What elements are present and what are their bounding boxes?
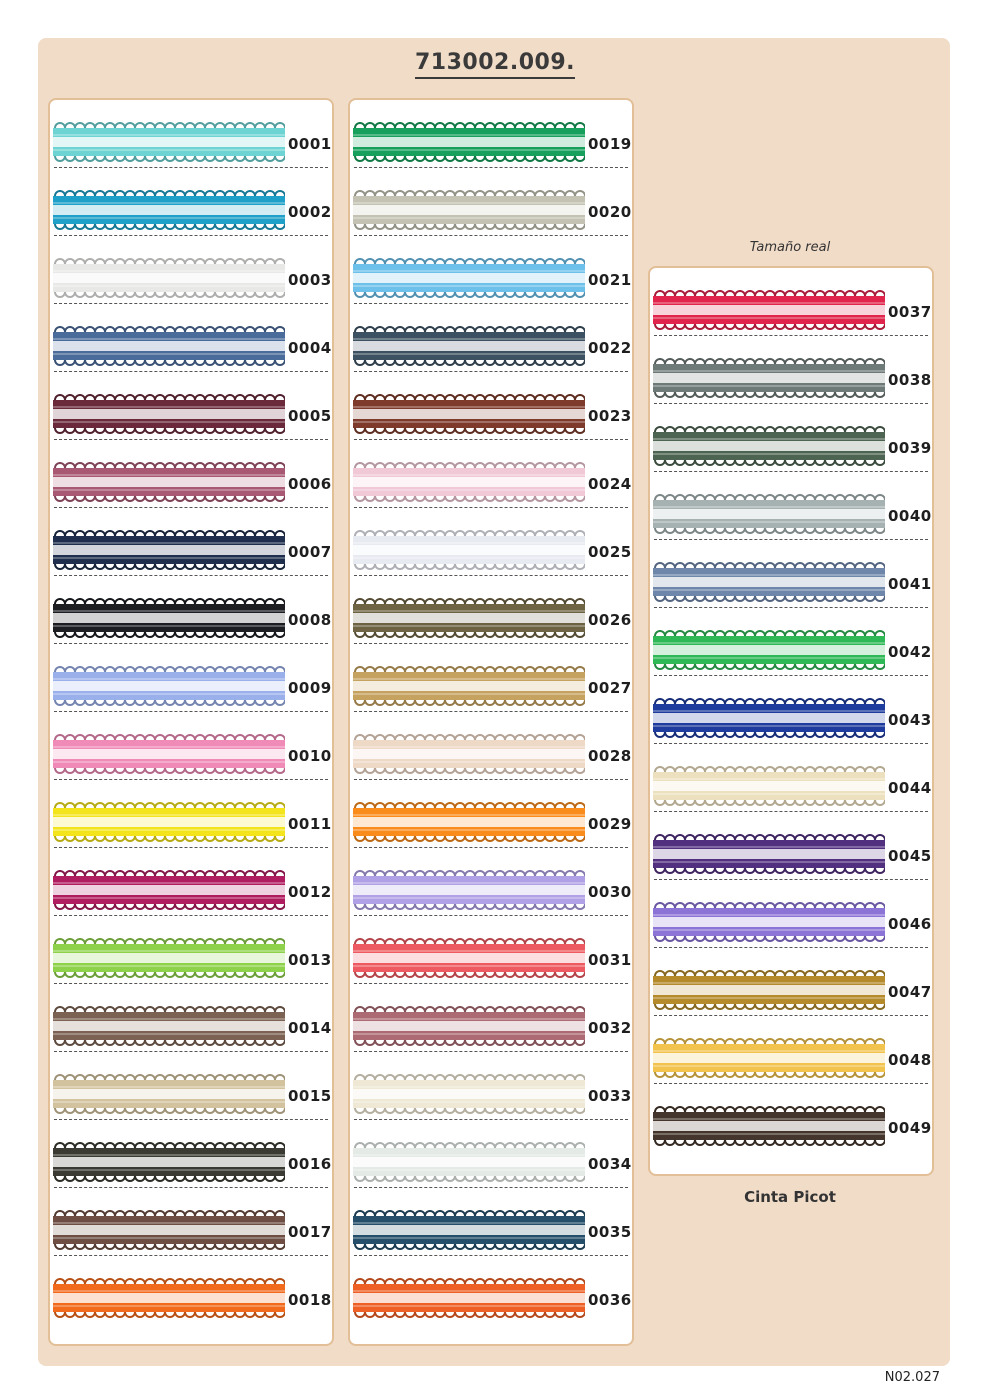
ribbon-swatch <box>53 802 285 842</box>
swatch-row <box>650 268 932 336</box>
color-code: 0016 <box>288 1155 332 1173</box>
color-code: 0021 <box>588 271 632 289</box>
swatch-row <box>650 1084 932 1152</box>
ribbon-swatch <box>53 1210 285 1250</box>
ribbon-swatch <box>653 698 885 738</box>
ribbon-swatch <box>653 358 885 398</box>
swatch-column-3 <box>648 266 934 1176</box>
swatch-row <box>350 236 632 304</box>
swatch-row <box>650 472 932 540</box>
swatch-row <box>350 780 632 848</box>
color-code: 0013 <box>288 951 332 969</box>
color-code: 0041 <box>888 575 932 593</box>
color-code: 0015 <box>288 1087 332 1105</box>
swatch-row <box>350 100 632 168</box>
ribbon-swatch <box>53 530 285 570</box>
color-code: 0037 <box>888 303 932 321</box>
ribbon-swatch <box>353 802 585 842</box>
ribbon-swatch <box>653 766 885 806</box>
color-code: 0006 <box>288 475 332 493</box>
ribbon-swatch <box>653 902 885 942</box>
color-code: 0029 <box>588 815 632 833</box>
color-code: 0014 <box>288 1019 332 1037</box>
color-code: 0031 <box>588 951 632 969</box>
ribbon-swatch <box>353 326 585 366</box>
product-name-caption: Cinta Picot <box>744 1188 836 1206</box>
swatch-row <box>650 540 932 608</box>
swatch-row <box>350 1120 632 1188</box>
ribbon-swatch <box>353 870 585 910</box>
swatch-row <box>50 440 332 508</box>
page-code: N02.027 <box>884 1370 940 1385</box>
swatch-row <box>50 984 332 1052</box>
swatch-row <box>350 508 632 576</box>
ribbon-swatch <box>353 190 585 230</box>
swatch-row <box>650 676 932 744</box>
ribbon-swatch <box>353 1278 585 1318</box>
ribbon-swatch <box>353 734 585 774</box>
ribbon-swatch <box>53 598 285 638</box>
swatch-row <box>350 372 632 440</box>
swatch-row <box>350 848 632 916</box>
swatch-row <box>350 1256 632 1324</box>
color-code: 0023 <box>588 407 632 425</box>
swatch-row <box>50 168 332 236</box>
color-code: 0003 <box>288 271 332 289</box>
swatch-row <box>50 916 332 984</box>
color-code: 0022 <box>588 339 632 357</box>
swatch-row <box>50 236 332 304</box>
ribbon-swatch <box>653 970 885 1010</box>
color-code: 0001 <box>288 135 332 153</box>
swatch-row <box>650 608 932 676</box>
ribbon-swatch <box>353 258 585 298</box>
swatch-row <box>350 1188 632 1256</box>
ribbon-swatch <box>353 462 585 502</box>
ribbon-swatch <box>353 394 585 434</box>
color-code: 0034 <box>588 1155 632 1173</box>
product-reference: 713002.009. <box>415 50 575 79</box>
color-code: 0017 <box>288 1223 332 1241</box>
swatch-row <box>50 372 332 440</box>
swatch-row <box>650 880 932 948</box>
ribbon-swatch <box>353 530 585 570</box>
color-code: 0040 <box>888 507 932 525</box>
ribbon-swatch <box>653 834 885 874</box>
swatch-row <box>50 1188 332 1256</box>
ribbon-swatch <box>53 258 285 298</box>
swatch-row <box>350 576 632 644</box>
ribbon-swatch <box>353 1142 585 1182</box>
swatch-row <box>50 780 332 848</box>
swatch-row <box>650 404 932 472</box>
color-code: 0038 <box>888 371 932 389</box>
color-code: 0019 <box>588 135 632 153</box>
color-code: 0004 <box>288 339 332 357</box>
swatch-row <box>650 1016 932 1084</box>
color-code: 0047 <box>888 983 932 1001</box>
ribbon-swatch <box>653 1038 885 1078</box>
ribbon-swatch <box>53 326 285 366</box>
ribbon-swatch <box>53 938 285 978</box>
swatch-row <box>350 440 632 508</box>
color-code: 0010 <box>288 747 332 765</box>
swatch-column-1 <box>48 98 334 1346</box>
ribbon-swatch <box>353 1074 585 1114</box>
color-code: 0042 <box>888 643 932 661</box>
swatch-row <box>50 1256 332 1324</box>
color-code: 0035 <box>588 1223 632 1241</box>
ribbon-swatch <box>53 122 285 162</box>
color-code: 0039 <box>888 439 932 457</box>
color-code: 0048 <box>888 1051 932 1069</box>
color-code: 0045 <box>888 847 932 865</box>
page-title <box>0 50 990 75</box>
color-code: 0036 <box>588 1291 632 1309</box>
color-code: 0011 <box>288 815 332 833</box>
swatch-row <box>50 1052 332 1120</box>
color-code: 0030 <box>588 883 632 901</box>
color-code: 0024 <box>588 475 632 493</box>
ribbon-swatch <box>53 1142 285 1182</box>
color-code: 0002 <box>288 203 332 221</box>
swatch-row <box>350 168 632 236</box>
ribbon-swatch <box>653 630 885 670</box>
swatch-row <box>650 336 932 404</box>
color-code: 0033 <box>588 1087 632 1105</box>
real-size-note: Tamaño real <box>749 240 831 255</box>
color-code: 0032 <box>588 1019 632 1037</box>
ribbon-swatch <box>653 426 885 466</box>
color-code: 0020 <box>588 203 632 221</box>
ribbon-swatch <box>653 494 885 534</box>
ribbon-swatch <box>53 1278 285 1318</box>
ribbon-swatch <box>653 290 885 330</box>
swatch-row <box>350 304 632 372</box>
swatch-row <box>50 1120 332 1188</box>
ribbon-swatch <box>353 666 585 706</box>
ribbon-swatch <box>53 394 285 434</box>
swatch-row <box>350 1052 632 1120</box>
swatch-row <box>350 984 632 1052</box>
ribbon-swatch <box>353 598 585 638</box>
color-code: 0028 <box>588 747 632 765</box>
ribbon-swatch <box>53 462 285 502</box>
swatch-row <box>650 744 932 812</box>
ribbon-swatch <box>353 1210 585 1250</box>
swatch-row <box>50 576 332 644</box>
color-code: 0005 <box>288 407 332 425</box>
color-code: 0027 <box>588 679 632 697</box>
color-code: 0018 <box>288 1291 332 1309</box>
swatch-column-2 <box>348 98 634 1346</box>
color-code: 0026 <box>588 611 632 629</box>
ribbon-swatch <box>53 190 285 230</box>
color-code: 0012 <box>288 883 332 901</box>
swatch-row <box>350 644 632 712</box>
swatch-row <box>350 916 632 984</box>
swatch-row <box>50 304 332 372</box>
swatch-row <box>50 508 332 576</box>
swatch-row <box>650 812 932 880</box>
ribbon-swatch <box>53 1006 285 1046</box>
ribbon-swatch <box>353 122 585 162</box>
swatch-row <box>50 848 332 916</box>
ribbon-swatch <box>53 734 285 774</box>
ribbon-swatch <box>353 938 585 978</box>
ribbon-swatch <box>53 666 285 706</box>
swatch-row <box>50 712 332 780</box>
color-code: 0008 <box>288 611 332 629</box>
ribbon-swatch <box>653 1106 885 1146</box>
color-code: 0043 <box>888 711 932 729</box>
color-code: 0044 <box>888 779 932 797</box>
color-code: 0049 <box>888 1119 932 1137</box>
ribbon-swatch <box>353 1006 585 1046</box>
ribbon-swatch <box>653 562 885 602</box>
ribbon-swatch <box>53 1074 285 1114</box>
swatch-row <box>350 712 632 780</box>
color-code: 0007 <box>288 543 332 561</box>
swatch-row <box>650 948 932 1016</box>
color-code: 0046 <box>888 915 932 933</box>
color-code: 0009 <box>288 679 332 697</box>
color-code: 0025 <box>588 543 632 561</box>
swatch-row <box>50 100 332 168</box>
ribbon-swatch <box>53 870 285 910</box>
swatch-row <box>50 644 332 712</box>
